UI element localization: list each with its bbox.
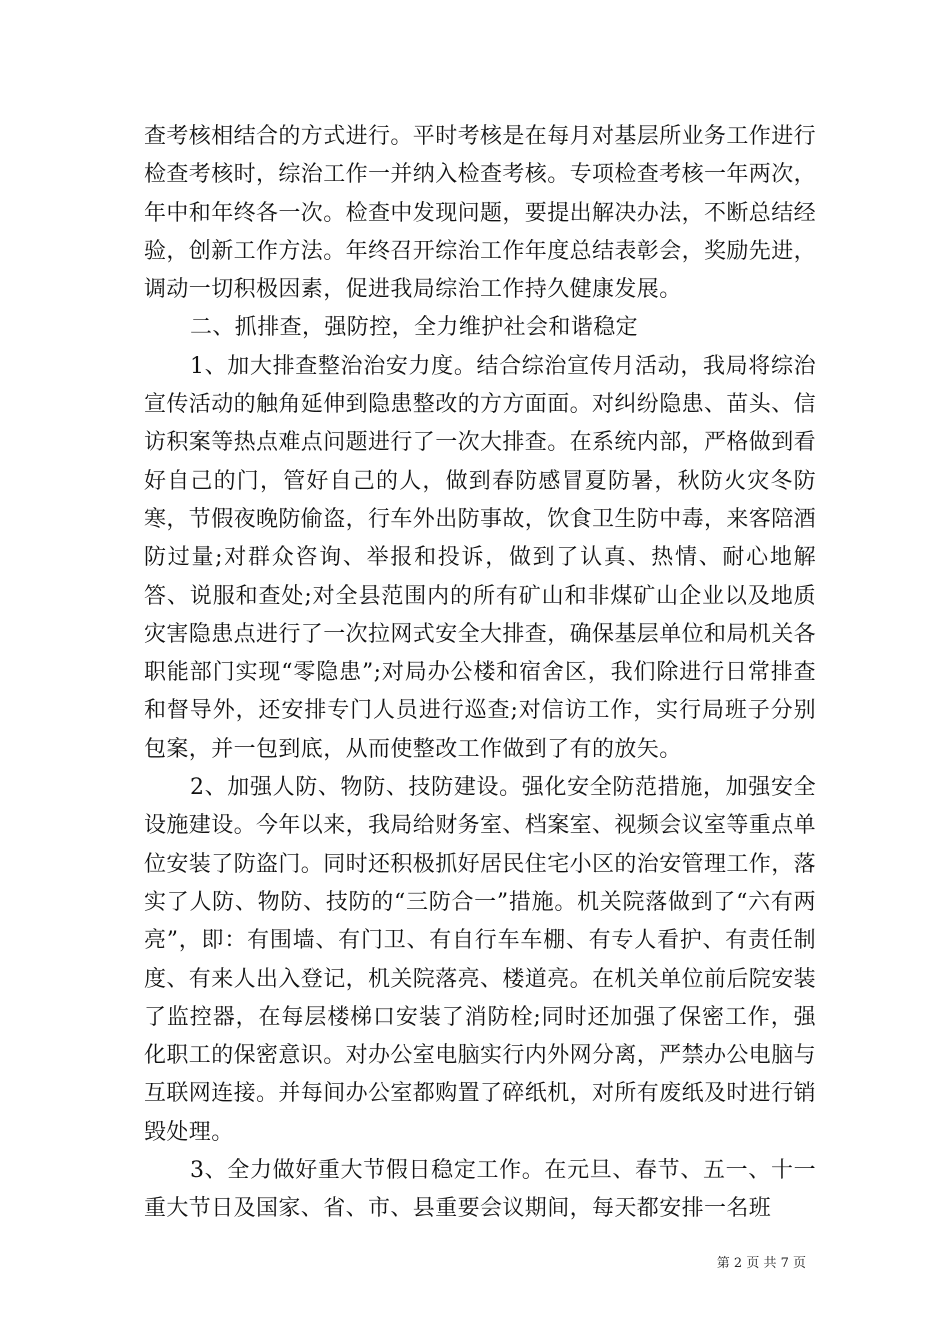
paragraph-item-3: 3、全力做好重大节假日稳定工作。在元旦、春节、五一、十一重大节日及国家、省、市、县重要会议期间，每天都安排一名班 (144, 1158, 816, 1222)
paragraph-item-2: 2、加强人防、物防、技防建设。强化安全防范措施，加强安全设施建设。今年以来，我局给财务室、档案室、视频会议室等重点单位安装了防盗门。同时还积极抓好居民住宅小区的治安管理工作，落实了人防、物防、技防的“三防合一”措施。机关院落做到了“六有两亮”，即：有围墙、有门卫、有自行车车棚、有专人看护、有责任制度、有来人出入登记，机关院落亮、楼道亮。在机关单位前后院安装了监控器，在每层楼梯口安装了消防栓;同时还加强了保密工作，强化职工的保密意识。对办公室电脑实行内外网分离，严禁办公电脑与互联网连接。并每间办公室都购置了碎纸机，对所有废纸及时进行销毁处理。 (144, 775, 817, 1145)
document-body (144, 118, 816, 1229)
section-heading: 二、抓排查，强防控，全力维护社会和谐稳定 (190, 315, 639, 341)
paragraph-item-1: 1、加大排查整治治安力度。结合综治宣传月活动，我局将综治宣传活动的触角延伸到隐患整改的方方面面。对纠纷隐患、苗头、信访积案等热点难点问题进行了一次大排查。在系统内部，严格做到看好自己的门，管好自己的人，做到春防感冒夏防暑，秋防火灾冬防寒，节假夜晚防偷盗，行车外出防事故，饮食卫生防中毒，来客陪酒防过量;对群众咨询、举报和投诉，做到了认真、热情、耐心地解答、说服和查处;对全县范围内的所有矿山和非煤矿山企业以及地质灾害隐患点进行了一次拉网式安全大排查，确保基层单位和局机关各职能部门实现“零隐患”;对局办公楼和宿舍区，我们除进行日常排查和督导外，还安排专门人员进行巡查;对信访工作，实行局班子分别包案，并一包到底，从而使整改工作做到了有的放矢。 (144, 353, 817, 762)
page-number-footer: 第 2 页 共 7 页 (716, 1256, 806, 1271)
paragraph-1: 查考核相结合的方式进行。平时考核是在每月对基层所业务工作进行检查考核时，综治工作一并纳入检查考核。专项检查考核一年两次，年中和年终各一次。检查中发现问题，要提出解决办法，不断总结经验，创新工作方法。年终召开综治工作年度总结表彰会，奖励先进，调动一切积极因素，促进我局综治工作持久健康发展。 (144, 124, 817, 303)
